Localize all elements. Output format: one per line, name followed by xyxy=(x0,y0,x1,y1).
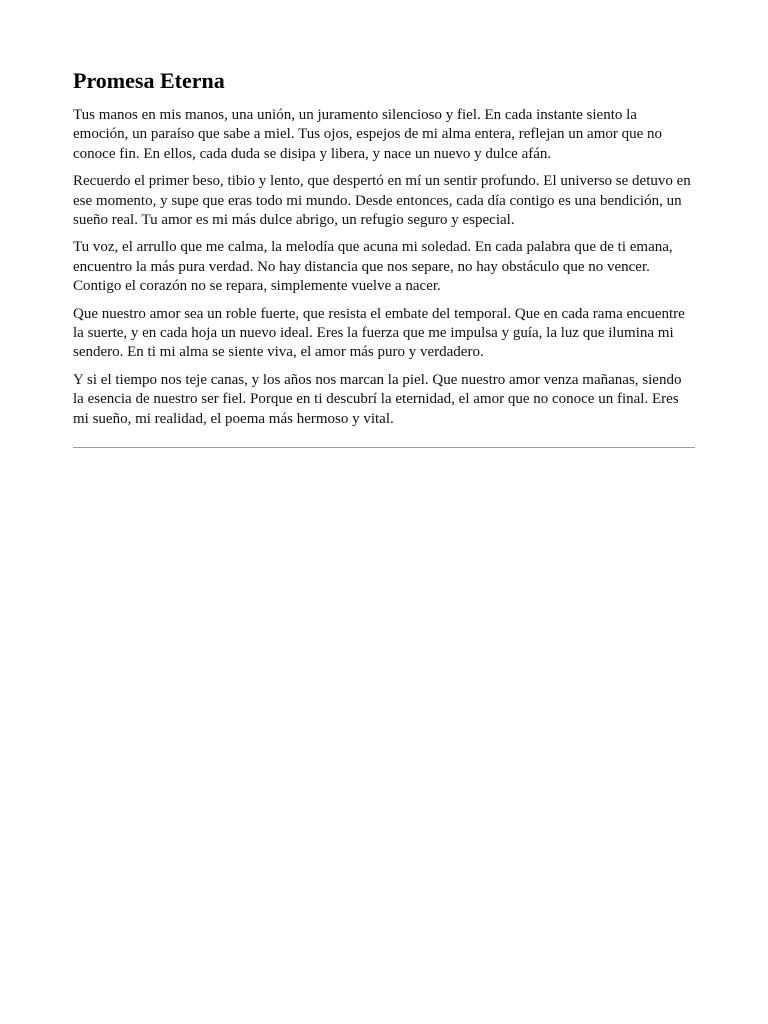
poem-stanza: Tus manos en mis manos, una unión, un juramento silencioso y fiel. En cada instante siento la emoción, un paraíso que sabe a miel. Tus ojos, espejos de mi alma entera, reflejan un amor que no conoce fin. En ellos, cada duda se disipa y libera, y nace un nuevo y dulce afán. xyxy=(73,107,663,162)
poem-stanza: Tu voz, el arrullo que me calma, la melodía que acuna mi soledad. En cada palabra que de ti emana, encuentro la más pura verdad. No hay distancia que nos separe, no hay obstáculo que no vencer. Contigo el corazón no se repara, simplemente vuelve a nacer. xyxy=(73,239,673,295)
poem-stanza: Recuerdo el primer beso, tibio y lento, que despertó en mí un sentir profundo. El universo se detuvo en ese momento, y supe que eras todo mi mundo. Desde entonces, cada día contigo es una bendición, un sueño real. Tu amor es mi más dulce abrigo, un refugio seguro y especial. xyxy=(73,173,691,229)
horizontal-divider xyxy=(73,447,695,448)
poem-stanza: Que nuestro amor sea un roble fuerte, que resista el embate del temporal. Que en cada rama encuentre la suerte, y en cada hoja un nuevo ideal. Eres la fuerza que me impulsa y guía, la luz que ilumina mi sendero. En ti mi alma se siente viva, el amor más puro y verdadero. xyxy=(73,305,685,361)
poem-stanza: Y si el tiempo nos teje canas, y los años nos marcan la piel. Que nuestro amor venza mañanas, siendo la esencia de nuestro ser fiel. Porque en ti descubrí la eternidad, el amor que no conoce un final. Eres mi sueño, mi realidad, el poema más hermoso y vital. xyxy=(73,371,682,427)
poem-title: Promesa Eterna xyxy=(73,68,225,93)
poem-body xyxy=(73,106,695,429)
